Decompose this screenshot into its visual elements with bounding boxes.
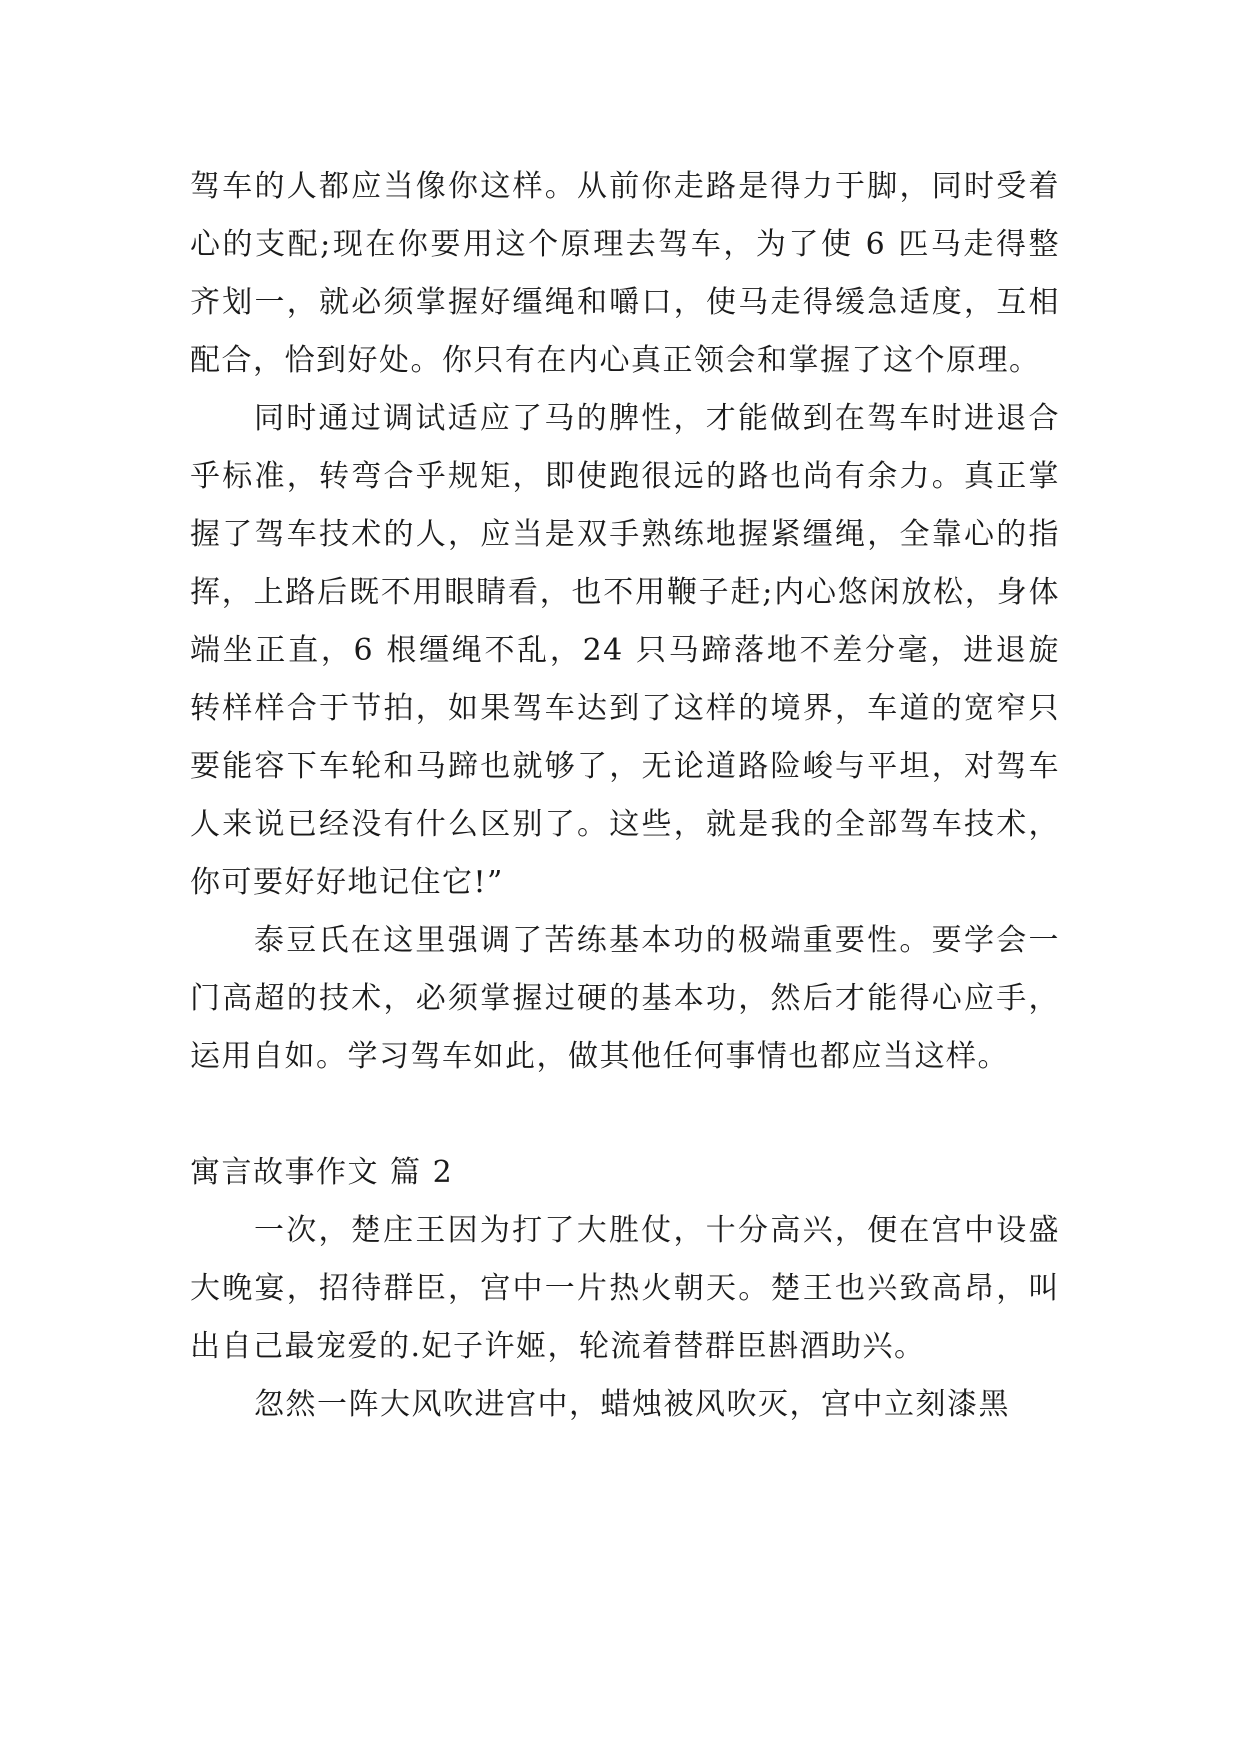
paragraph: 泰豆氏在这里强调了苦练基本功的极端重要性。要学会一门高超的技术，必须掌握过硬的基本功，然后才能得心应手，运用自如。学习驾车如此，做其他任何事情也都应当这样。	[190, 923, 1060, 1074]
paragraph: 忽然一阵大风吹进宫中，蜡烛被风吹灭，宫中立刻漆黑	[254, 1387, 1010, 1422]
paragraph: 同时通过调试适应了马的脾性，才能做到在驾车时进退合乎标准，转弯合乎规矩，即使跑很远的路也尚有余力。真正掌握了驾车技术的人，应当是双手熟练地握紧缰绳，全靠心的指挥，上路后既不用眼睛看，也不用鞭子赶;内心悠闲放松，身体端坐正直，6 根缰绳不乱，24 只马蹄落地不差分毫，进退旋转样样合于节拍，如果驾车达到了这样的境界，车道的宽窄只要能容下车轮和马蹄也就够了，无论道路险峻与平坦，对驾车人来说已经没有什么区别了。这些，就是我的全部驾车技术，你可要好好地记住它!”	[190, 401, 1060, 900]
paragraph-continuation: 驾车的人都应当像你这样。从前你走路是得力于脚，同时受着心的支配;现在你要用这个原理去驾车，为了使 6 匹马走得整齐划一，就必须掌握好缰绳和嚼口，使马走得缓急适度，互相配合，恰到好处。你只有在内心真正领会和掌握了这个原理。	[190, 169, 1060, 378]
paragraph: 一次，楚庄王因为打了大胜仗，十分高兴，便在宫中设盛大晚宴，招待群臣，宫中一片热火朝天。楚王也兴致高昂，叫出自己最宠爱的.妃子许姬，轮流着替群臣斟酒助兴。	[190, 1213, 1060, 1364]
section-heading: 寓言故事作文 篇 2	[190, 1155, 454, 1190]
document-body	[190, 158, 1060, 1434]
